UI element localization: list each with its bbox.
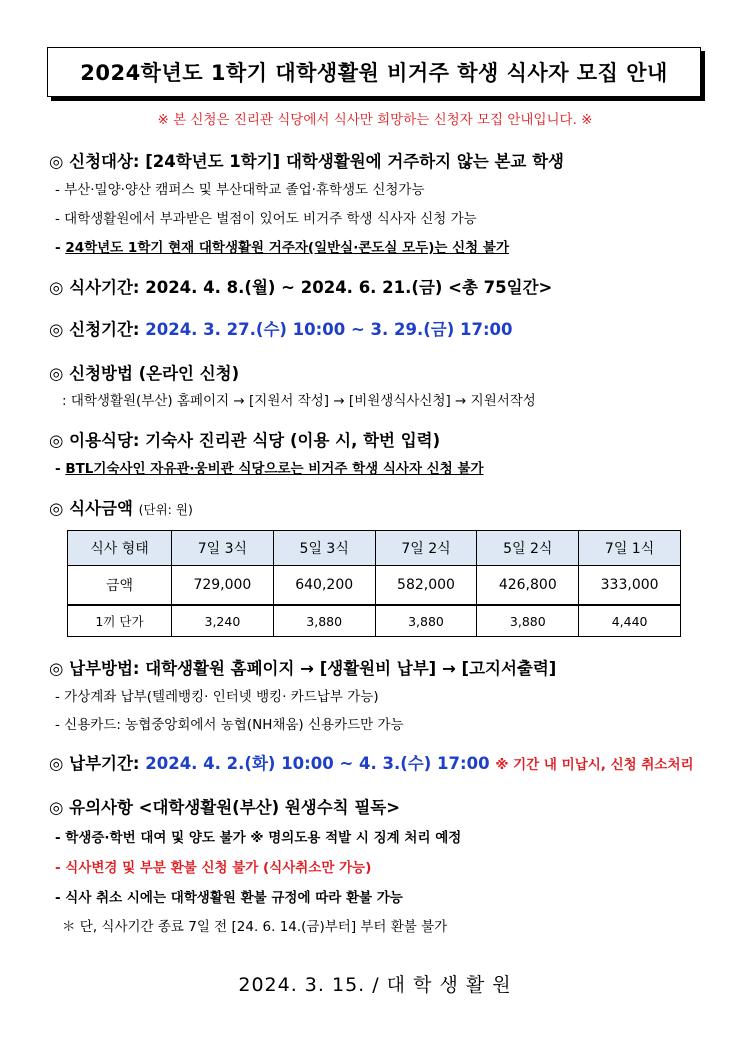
amount-cell: 426,800 <box>477 566 579 606</box>
notice-text: ※ 본 신청은 진리관 식당에서 식사만 희망하는 신청자 모집 안내입니다. ※ <box>157 112 593 128</box>
amount-cell: 333,000 <box>579 566 681 606</box>
meal-period-heading: ◎ 식사기간: 2024. 4. 8.(월) ~ 2024. 6. 21.(금) <총 75일간> <box>49 278 553 297</box>
meal-price-unit: (단위: 원) <box>138 502 193 517</box>
apply-period-heading <box>49 316 513 340</box>
apply-method-item: : 대학생활원(부산) 홈페이지 → [지원서 작성] → [비원생식사신청] → 지원서작성 <box>62 393 536 409</box>
target-item-3 <box>55 236 509 256</box>
payment-method-item-1: - 가상계좌 납부(텔레뱅킹· 인터넷 뱅킹· 카드납부 가능) <box>55 689 379 705</box>
amount-cell: 640,200 <box>273 566 375 606</box>
payment-period-warning: ※ 기간 내 미납시, 신청 취소처리 <box>495 757 694 773</box>
cafeteria-item-text: BTL기숙사인 자유관·웅비관 식당으로는 비거주 학생 식사자 신청 불가 <box>65 461 484 477</box>
price-table-header: 7일 3식 <box>172 531 274 566</box>
unit-price-cell: 4,440 <box>579 605 681 637</box>
unit-price-cell: 3,880 <box>375 605 477 637</box>
price-table-header: 7일 2식 <box>375 531 477 566</box>
cafeteria-item-prefix: - <box>55 461 66 477</box>
page-title: 2024학년도 1학기 대학생활원 비거주 학생 식사자 모집 안내 <box>80 61 668 85</box>
price-table-header: 5일 3식 <box>273 531 375 566</box>
amount-cell: 582,000 <box>375 566 477 606</box>
target-item-3-prefix: - <box>55 240 66 256</box>
target-item-2: - 대학생활원에서 부과받은 벌점이 있어도 비거주 학생 식사자 신청 가능 <box>55 211 477 227</box>
payment-method-item-2: - 신용카드: 농협중앙회에서 농협(NH채움) 신용카드만 가능 <box>55 717 404 733</box>
footer-date-signature: 2024. 3. 15. / 대 학 생 활 원 <box>238 974 512 996</box>
precaution-item-2: - 식사변경 및 부분 환불 신청 불가 (식사취소만 가능) <box>55 860 372 876</box>
unit-price-label: 1끼 단가 <box>68 605 172 637</box>
apply-method-heading: ◎ 신청방법 (온라인 신청) <box>49 364 240 383</box>
target-heading: ◎ 신청대상: [24학년도 1학기] 대학생활원에 거주하지 않는 본교 학생 <box>49 152 564 171</box>
meal-price-heading <box>49 495 193 519</box>
apply-period-label: ◎ 신청기간: <box>49 320 146 339</box>
target-item-3-text: 24학년도 1학기 현재 대학생활원 거주자(일반실·콘도실 모두)는 신청 불가 <box>65 240 510 256</box>
price-table-amount-row <box>68 566 681 606</box>
price-table <box>67 530 681 637</box>
price-table-header-row <box>68 531 681 566</box>
amount-cell: 729,000 <box>172 566 274 606</box>
target-item-1: - 부산·밀양·양산 캠퍼스 및 부산대학교 졸업·휴학생도 신청가능 <box>55 182 425 198</box>
precaution-item-3: - 식사 취소 시에는 대학생활원 환불 규정에 따라 환불 가능 <box>55 890 403 906</box>
cafeteria-heading: ◎ 이용식당: 기숙사 진리관 식당 (이용 시, 학번 입력) <box>49 431 441 450</box>
meal-price-heading-text: ◎ 식사금액 <box>49 499 133 518</box>
unit-price-cell: 3,240 <box>172 605 274 637</box>
precaution-item-4: ＊ 단, 식사기간 종료 7일 전 [24. 6. 14.(금)부터] 부터 환불 불가 <box>62 919 448 935</box>
amount-label: 금액 <box>68 566 172 606</box>
title-box <box>47 47 701 97</box>
precautions-heading: ◎ 유의사항 <대학생활원(부산) 원생수칙 필독> <box>49 798 401 817</box>
payment-period-value: 2024. 4. 2.(화) 10:00 ~ 4. 3.(수) 17:00 <box>145 754 490 773</box>
price-table-header: 7일 1식 <box>579 531 681 566</box>
payment-method-heading: ◎ 납부방법: 대학생활원 홈페이지 → [생활원비 납부] → [고지서출력] <box>49 659 557 678</box>
cafeteria-item <box>55 457 484 477</box>
precaution-item-1: - 학생증·학번 대여 및 양도 불가 ※ 명의도용 적발 시 징계 처리 예정 <box>55 830 462 846</box>
price-table-header: 식사 형태 <box>68 531 172 566</box>
payment-period-heading <box>49 750 694 774</box>
price-table-unit-row <box>68 605 681 637</box>
payment-period-label: ◎ 납부기간: <box>49 754 146 773</box>
unit-price-cell: 3,880 <box>273 605 375 637</box>
apply-period-value: 2024. 3. 27.(수) 10:00 ~ 3. 29.(금) 17:00 <box>145 320 513 339</box>
price-table-header: 5일 2식 <box>477 531 579 566</box>
unit-price-cell: 3,880 <box>477 605 579 637</box>
